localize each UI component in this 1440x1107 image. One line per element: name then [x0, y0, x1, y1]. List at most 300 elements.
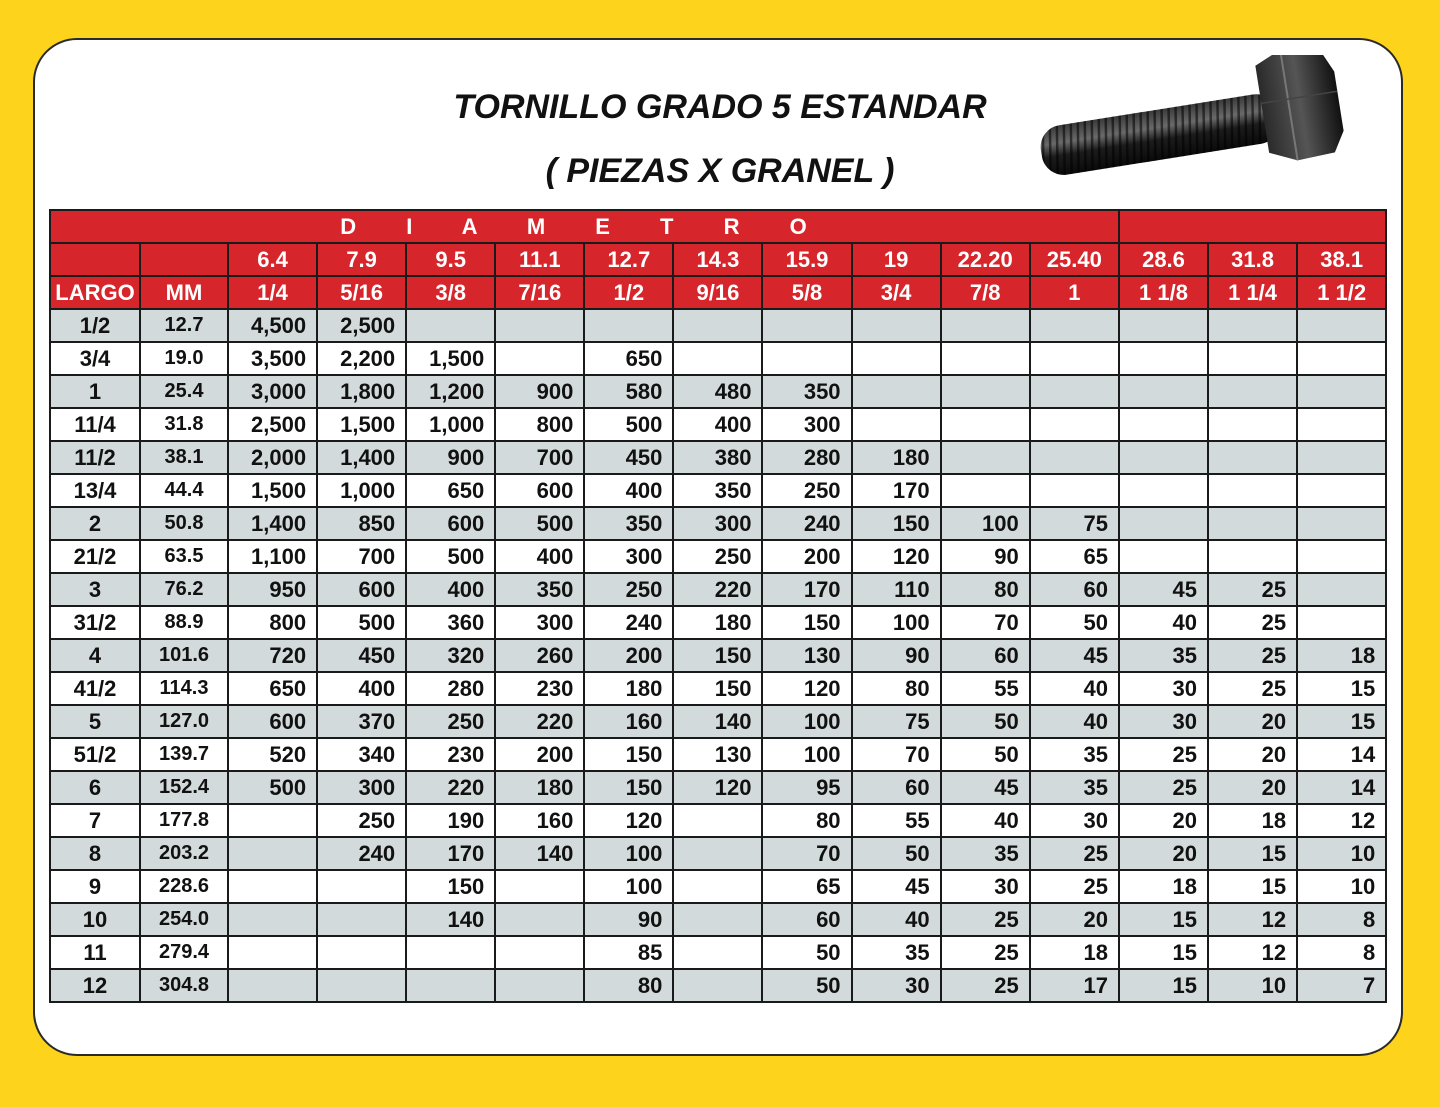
mm-cell: 76.2 [140, 573, 228, 606]
quantity-cell: 180 [673, 606, 762, 639]
mm-header-cell [140, 243, 228, 276]
quantity-cell: 260 [495, 639, 584, 672]
quantity-cell: 25 [941, 969, 1030, 1002]
quantity-cell [1297, 606, 1386, 639]
quantity-cell: 300 [762, 408, 851, 441]
largo-cell: 51/2 [50, 738, 140, 771]
quantity-cell: 650 [228, 672, 317, 705]
mm-header-cell: 19 [852, 243, 941, 276]
quantity-cell: 150 [852, 507, 941, 540]
quantity-cell: 50 [941, 705, 1030, 738]
quantity-cell: 950 [228, 573, 317, 606]
quantity-cell: 40 [1030, 672, 1119, 705]
quantity-cell [673, 969, 762, 1002]
inch-header-cell: 7/8 [941, 276, 1030, 309]
largo-cell: 3 [50, 573, 140, 606]
mm-cell: 228.6 [140, 870, 228, 903]
quantity-cell [317, 870, 406, 903]
quantity-cell: 180 [584, 672, 673, 705]
quantity-cell: 70 [941, 606, 1030, 639]
mm-cell: 31.8 [140, 408, 228, 441]
quantity-cell [317, 936, 406, 969]
mm-cell: 44.4 [140, 474, 228, 507]
quantity-cell: 60 [852, 771, 941, 804]
quantity-cell [1119, 474, 1208, 507]
quantity-cell: 30 [1119, 705, 1208, 738]
mm-header-cell: 7.9 [317, 243, 406, 276]
quantity-cell: 1,800 [317, 375, 406, 408]
quantity-cell: 400 [584, 474, 673, 507]
quantity-cell [1297, 474, 1386, 507]
quantity-cell [228, 936, 317, 969]
quantity-cell: 500 [584, 408, 673, 441]
quantity-cell [1030, 474, 1119, 507]
quantity-cell [228, 903, 317, 936]
mm-cell: 38.1 [140, 441, 228, 474]
quantity-cell: 150 [584, 771, 673, 804]
quantity-cell [673, 936, 762, 969]
quantity-cell [1119, 375, 1208, 408]
inch-header-cell: 1/4 [228, 276, 317, 309]
quantity-cell [406, 969, 495, 1002]
quantity-cell: 190 [406, 804, 495, 837]
quantity-cell: 100 [762, 738, 851, 771]
quantity-cell [1297, 342, 1386, 375]
table-row [50, 408, 1386, 441]
quantity-cell: 2,500 [228, 408, 317, 441]
quantity-cell: 65 [1030, 540, 1119, 573]
quantity-cell: 25 [1030, 870, 1119, 903]
quantity-cell: 500 [406, 540, 495, 573]
quantity-cell: 140 [673, 705, 762, 738]
mm-cell: 12.7 [140, 309, 228, 342]
inch-header-cell: 7/16 [495, 276, 584, 309]
quantity-cell: 20 [1208, 771, 1297, 804]
quantity-cell: 2,200 [317, 342, 406, 375]
quantity-cell: 1,000 [317, 474, 406, 507]
quantity-cell: 300 [495, 606, 584, 639]
quantity-cell [495, 309, 584, 342]
quantity-cell: 520 [228, 738, 317, 771]
quantity-cell [495, 870, 584, 903]
quantity-cell: 850 [317, 507, 406, 540]
largo-cell: 7 [50, 804, 140, 837]
inch-header-cell: LARGO [50, 276, 140, 309]
quantity-cell: 25 [1208, 573, 1297, 606]
quantity-cell: 130 [762, 639, 851, 672]
quantity-cell [762, 309, 851, 342]
quantity-cell: 300 [584, 540, 673, 573]
inch-header-cell: 1 1/4 [1208, 276, 1297, 309]
quantity-cell: 280 [406, 672, 495, 705]
quantity-cell: 30 [941, 870, 1030, 903]
quantity-cell: 30 [1119, 672, 1208, 705]
table-row [50, 573, 1386, 606]
quantity-cell: 50 [762, 936, 851, 969]
quantity-cell: 600 [406, 507, 495, 540]
quantity-cell: 7 [1297, 969, 1386, 1002]
mm-cell: 177.8 [140, 804, 228, 837]
quantity-cell: 40 [1030, 705, 1119, 738]
table-row [50, 507, 1386, 540]
quantity-cell: 150 [762, 606, 851, 639]
largo-cell: 8 [50, 837, 140, 870]
inch-header-cell: 3/4 [852, 276, 941, 309]
mm-header-cell [50, 243, 140, 276]
quantity-cell [228, 870, 317, 903]
quantity-cell: 35 [1030, 738, 1119, 771]
quantity-cell: 500 [228, 771, 317, 804]
quantity-cell [852, 309, 941, 342]
quantity-cell: 480 [673, 375, 762, 408]
quantity-cell: 20 [1208, 738, 1297, 771]
table-row [50, 474, 1386, 507]
quantity-cell: 20 [1208, 705, 1297, 738]
quantity-cell: 75 [852, 705, 941, 738]
quantity-cell: 1,000 [406, 408, 495, 441]
table-row [50, 672, 1386, 705]
quantity-cell: 30 [852, 969, 941, 1002]
quantity-cell [762, 342, 851, 375]
quantity-cell: 90 [852, 639, 941, 672]
mm-cell: 63.5 [140, 540, 228, 573]
quantity-cell: 800 [228, 606, 317, 639]
quantity-cell [317, 969, 406, 1002]
quantity-cell: 15 [1297, 705, 1386, 738]
table-row [50, 903, 1386, 936]
quantity-cell [317, 903, 406, 936]
quantity-cell: 180 [495, 771, 584, 804]
quantity-cell [1119, 540, 1208, 573]
quantity-cell [852, 408, 941, 441]
quantity-cell [406, 936, 495, 969]
quantity-cell: 230 [495, 672, 584, 705]
quantity-cell [941, 375, 1030, 408]
quantity-cell [495, 342, 584, 375]
quantity-cell: 15 [1297, 672, 1386, 705]
quantity-cell [852, 342, 941, 375]
quantity-cell: 40 [941, 804, 1030, 837]
quantity-cell [1297, 540, 1386, 573]
quantity-cell [1119, 342, 1208, 375]
quantity-cell: 35 [1030, 771, 1119, 804]
quantity-cell: 12 [1208, 903, 1297, 936]
quantity-cell: 650 [584, 342, 673, 375]
quantity-cell: 18 [1030, 936, 1119, 969]
quantity-cell [1297, 408, 1386, 441]
quantity-cell: 700 [495, 441, 584, 474]
quantity-cell [1119, 408, 1208, 441]
quantity-cell: 25 [1208, 672, 1297, 705]
quantity-cell: 370 [317, 705, 406, 738]
quantity-cell: 3,500 [228, 342, 317, 375]
quantity-cell: 20 [1030, 903, 1119, 936]
quantity-cell [228, 969, 317, 1002]
quantity-cell [495, 903, 584, 936]
quantity-cell: 130 [673, 738, 762, 771]
quantity-cell: 600 [495, 474, 584, 507]
mm-cell: 254.0 [140, 903, 228, 936]
quantity-cell [406, 309, 495, 342]
quantity-cell: 4,500 [228, 309, 317, 342]
quantity-cell: 170 [852, 474, 941, 507]
mm-header-cell: 28.6 [1119, 243, 1208, 276]
mm-cell: 101.6 [140, 639, 228, 672]
quantity-cell: 10 [1297, 837, 1386, 870]
quantity-cell: 400 [406, 573, 495, 606]
quantity-cell: 40 [852, 903, 941, 936]
quantity-cell: 150 [673, 672, 762, 705]
quantity-cell: 25 [941, 903, 1030, 936]
quantity-cell: 380 [673, 441, 762, 474]
inch-header-cell: 1 [1030, 276, 1119, 309]
quantity-cell: 200 [584, 639, 673, 672]
largo-cell: 13/4 [50, 474, 140, 507]
mm-header-cell: 22.20 [941, 243, 1030, 276]
table-row [50, 936, 1386, 969]
quantity-cell [673, 804, 762, 837]
mm-header-cell: 9.5 [406, 243, 495, 276]
quantity-cell: 15 [1119, 969, 1208, 1002]
mm-cell: 19.0 [140, 342, 228, 375]
quantity-cell: 400 [495, 540, 584, 573]
quantity-cell: 80 [941, 573, 1030, 606]
quantity-cell [852, 375, 941, 408]
quantity-cell [673, 903, 762, 936]
quantity-cell: 160 [495, 804, 584, 837]
quantity-cell: 1,500 [317, 408, 406, 441]
quantity-cell: 340 [317, 738, 406, 771]
inch-header-cell: 1/2 [584, 276, 673, 309]
inch-header-cell: 5/8 [762, 276, 851, 309]
quantity-cell: 100 [584, 837, 673, 870]
quantity-cell [495, 969, 584, 1002]
quantity-cell: 2,000 [228, 441, 317, 474]
quantity-cell: 150 [406, 870, 495, 903]
table-row [50, 309, 1386, 342]
quantity-cell: 250 [762, 474, 851, 507]
quantity-cell: 50 [1030, 606, 1119, 639]
quantity-cell [495, 936, 584, 969]
largo-cell: 2 [50, 507, 140, 540]
quantity-cell: 110 [852, 573, 941, 606]
mm-header-cell: 38.1 [1297, 243, 1386, 276]
quantity-cell: 45 [1119, 573, 1208, 606]
quantity-cell: 60 [1030, 573, 1119, 606]
quantity-cell: 90 [584, 903, 673, 936]
quantity-cell [1030, 441, 1119, 474]
quantity-cell: 80 [852, 672, 941, 705]
diametro-header-extension [1119, 210, 1386, 243]
quantity-cell: 1,200 [406, 375, 495, 408]
quantity-cell: 15 [1119, 936, 1208, 969]
quantity-cell [941, 441, 1030, 474]
bolt-quantity-table [49, 209, 1387, 1003]
quantity-cell: 450 [317, 639, 406, 672]
largo-cell: 31/2 [50, 606, 140, 639]
quantity-cell: 580 [584, 375, 673, 408]
quantity-cell: 400 [317, 672, 406, 705]
mm-cell: 114.3 [140, 672, 228, 705]
quantity-cell: 600 [228, 705, 317, 738]
quantity-cell: 300 [317, 771, 406, 804]
table-row [50, 540, 1386, 573]
table-inch-header-row [50, 276, 1386, 309]
quantity-cell: 60 [941, 639, 1030, 672]
largo-cell: 3/4 [50, 342, 140, 375]
quantity-cell: 240 [584, 606, 673, 639]
quantity-cell: 8 [1297, 936, 1386, 969]
quantity-cell [673, 837, 762, 870]
quantity-cell: 2,500 [317, 309, 406, 342]
quantity-cell: 250 [317, 804, 406, 837]
largo-cell: 11/2 [50, 441, 140, 474]
quantity-cell: 25 [1030, 837, 1119, 870]
largo-cell: 4 [50, 639, 140, 672]
quantity-cell: 1,100 [228, 540, 317, 573]
quantity-cell: 300 [673, 507, 762, 540]
table-row [50, 738, 1386, 771]
quantity-cell: 160 [584, 705, 673, 738]
quantity-cell: 250 [584, 573, 673, 606]
quantity-cell: 220 [495, 705, 584, 738]
quantity-cell: 15 [1208, 837, 1297, 870]
quantity-cell: 500 [317, 606, 406, 639]
mm-header-cell: 15.9 [762, 243, 851, 276]
largo-cell: 41/2 [50, 672, 140, 705]
quantity-cell: 100 [584, 870, 673, 903]
mm-header-cell: 25.40 [1030, 243, 1119, 276]
largo-cell: 1/2 [50, 309, 140, 342]
quantity-cell: 10 [1208, 969, 1297, 1002]
inch-header-cell: 5/16 [317, 276, 406, 309]
mm-cell: 50.8 [140, 507, 228, 540]
mm-cell: 203.2 [140, 837, 228, 870]
page-title: TORNILLO GRADO 5 ESTANDAR [453, 88, 987, 126]
quantity-cell: 230 [406, 738, 495, 771]
quantity-cell: 100 [941, 507, 1030, 540]
mm-cell: 304.8 [140, 969, 228, 1002]
quantity-cell [1208, 342, 1297, 375]
mm-header-cell: 31.8 [1208, 243, 1297, 276]
quantity-cell: 8 [1297, 903, 1386, 936]
quantity-cell: 15 [1119, 903, 1208, 936]
quantity-cell [941, 342, 1030, 375]
quantity-cell: 240 [317, 837, 406, 870]
quantity-cell [1030, 408, 1119, 441]
quantity-cell: 200 [495, 738, 584, 771]
quantity-cell: 700 [317, 540, 406, 573]
quantity-cell [1030, 309, 1119, 342]
quantity-cell: 45 [1030, 639, 1119, 672]
table-group-header-row [50, 210, 1386, 243]
quantity-cell: 25 [1119, 771, 1208, 804]
largo-cell: 9 [50, 870, 140, 903]
quantity-cell: 90 [941, 540, 1030, 573]
largo-cell: 1 [50, 375, 140, 408]
quantity-cell [1297, 441, 1386, 474]
quantity-cell: 14 [1297, 738, 1386, 771]
quantity-cell: 120 [584, 804, 673, 837]
diametro-header: D I A M E T R O [50, 210, 1119, 243]
quantity-cell: 14 [1297, 771, 1386, 804]
quantity-cell: 85 [584, 936, 673, 969]
largo-cell: 11/4 [50, 408, 140, 441]
quantity-cell: 20 [1119, 837, 1208, 870]
quantity-cell: 120 [852, 540, 941, 573]
quantity-cell: 45 [941, 771, 1030, 804]
quantity-cell: 12 [1297, 804, 1386, 837]
quantity-cell: 1,400 [317, 441, 406, 474]
quantity-cell: 55 [941, 672, 1030, 705]
quantity-cell: 30 [1030, 804, 1119, 837]
quantity-cell [673, 870, 762, 903]
quantity-cell: 35 [852, 936, 941, 969]
quantity-cell: 240 [762, 507, 851, 540]
inch-header-cell: 1 1/8 [1119, 276, 1208, 309]
quantity-cell [673, 309, 762, 342]
quantity-cell: 140 [406, 903, 495, 936]
quantity-cell: 350 [495, 573, 584, 606]
quantity-cell: 250 [406, 705, 495, 738]
quantity-cell: 50 [852, 837, 941, 870]
quantity-cell: 350 [762, 375, 851, 408]
quantity-cell: 65 [762, 870, 851, 903]
quantity-cell [1208, 507, 1297, 540]
quantity-cell: 1,500 [228, 474, 317, 507]
quantity-cell: 25 [1208, 606, 1297, 639]
quantity-cell [1119, 507, 1208, 540]
quantity-cell: 250 [673, 540, 762, 573]
inch-header-cell: 9/16 [673, 276, 762, 309]
quantity-cell [1208, 309, 1297, 342]
quantity-cell: 350 [673, 474, 762, 507]
mm-cell: 152.4 [140, 771, 228, 804]
quantity-cell: 75 [1030, 507, 1119, 540]
quantity-cell: 200 [762, 540, 851, 573]
table-row [50, 804, 1386, 837]
quantity-cell: 170 [406, 837, 495, 870]
largo-cell: 12 [50, 969, 140, 1002]
quantity-cell [1297, 375, 1386, 408]
quantity-cell: 55 [852, 804, 941, 837]
quantity-cell: 320 [406, 639, 495, 672]
quantity-cell: 35 [1119, 639, 1208, 672]
table-row [50, 606, 1386, 639]
quantity-cell: 18 [1297, 639, 1386, 672]
quantity-cell: 10 [1297, 870, 1386, 903]
table-mm-header-row [50, 243, 1386, 276]
quantity-cell: 80 [762, 804, 851, 837]
quantity-cell [1208, 540, 1297, 573]
inch-header-cell: 3/8 [406, 276, 495, 309]
quantity-cell [1208, 474, 1297, 507]
largo-cell: 21/2 [50, 540, 140, 573]
quantity-cell: 35 [941, 837, 1030, 870]
inch-header-cell: MM [140, 276, 228, 309]
quantity-cell: 350 [584, 507, 673, 540]
quantity-cell: 800 [495, 408, 584, 441]
quantity-cell: 100 [852, 606, 941, 639]
quantity-cell [941, 408, 1030, 441]
table-row [50, 342, 1386, 375]
quantity-cell: 17 [1030, 969, 1119, 1002]
quantity-cell [1208, 375, 1297, 408]
mm-cell: 279.4 [140, 936, 228, 969]
largo-cell: 10 [50, 903, 140, 936]
quantity-cell: 280 [762, 441, 851, 474]
quantity-cell: 40 [1119, 606, 1208, 639]
